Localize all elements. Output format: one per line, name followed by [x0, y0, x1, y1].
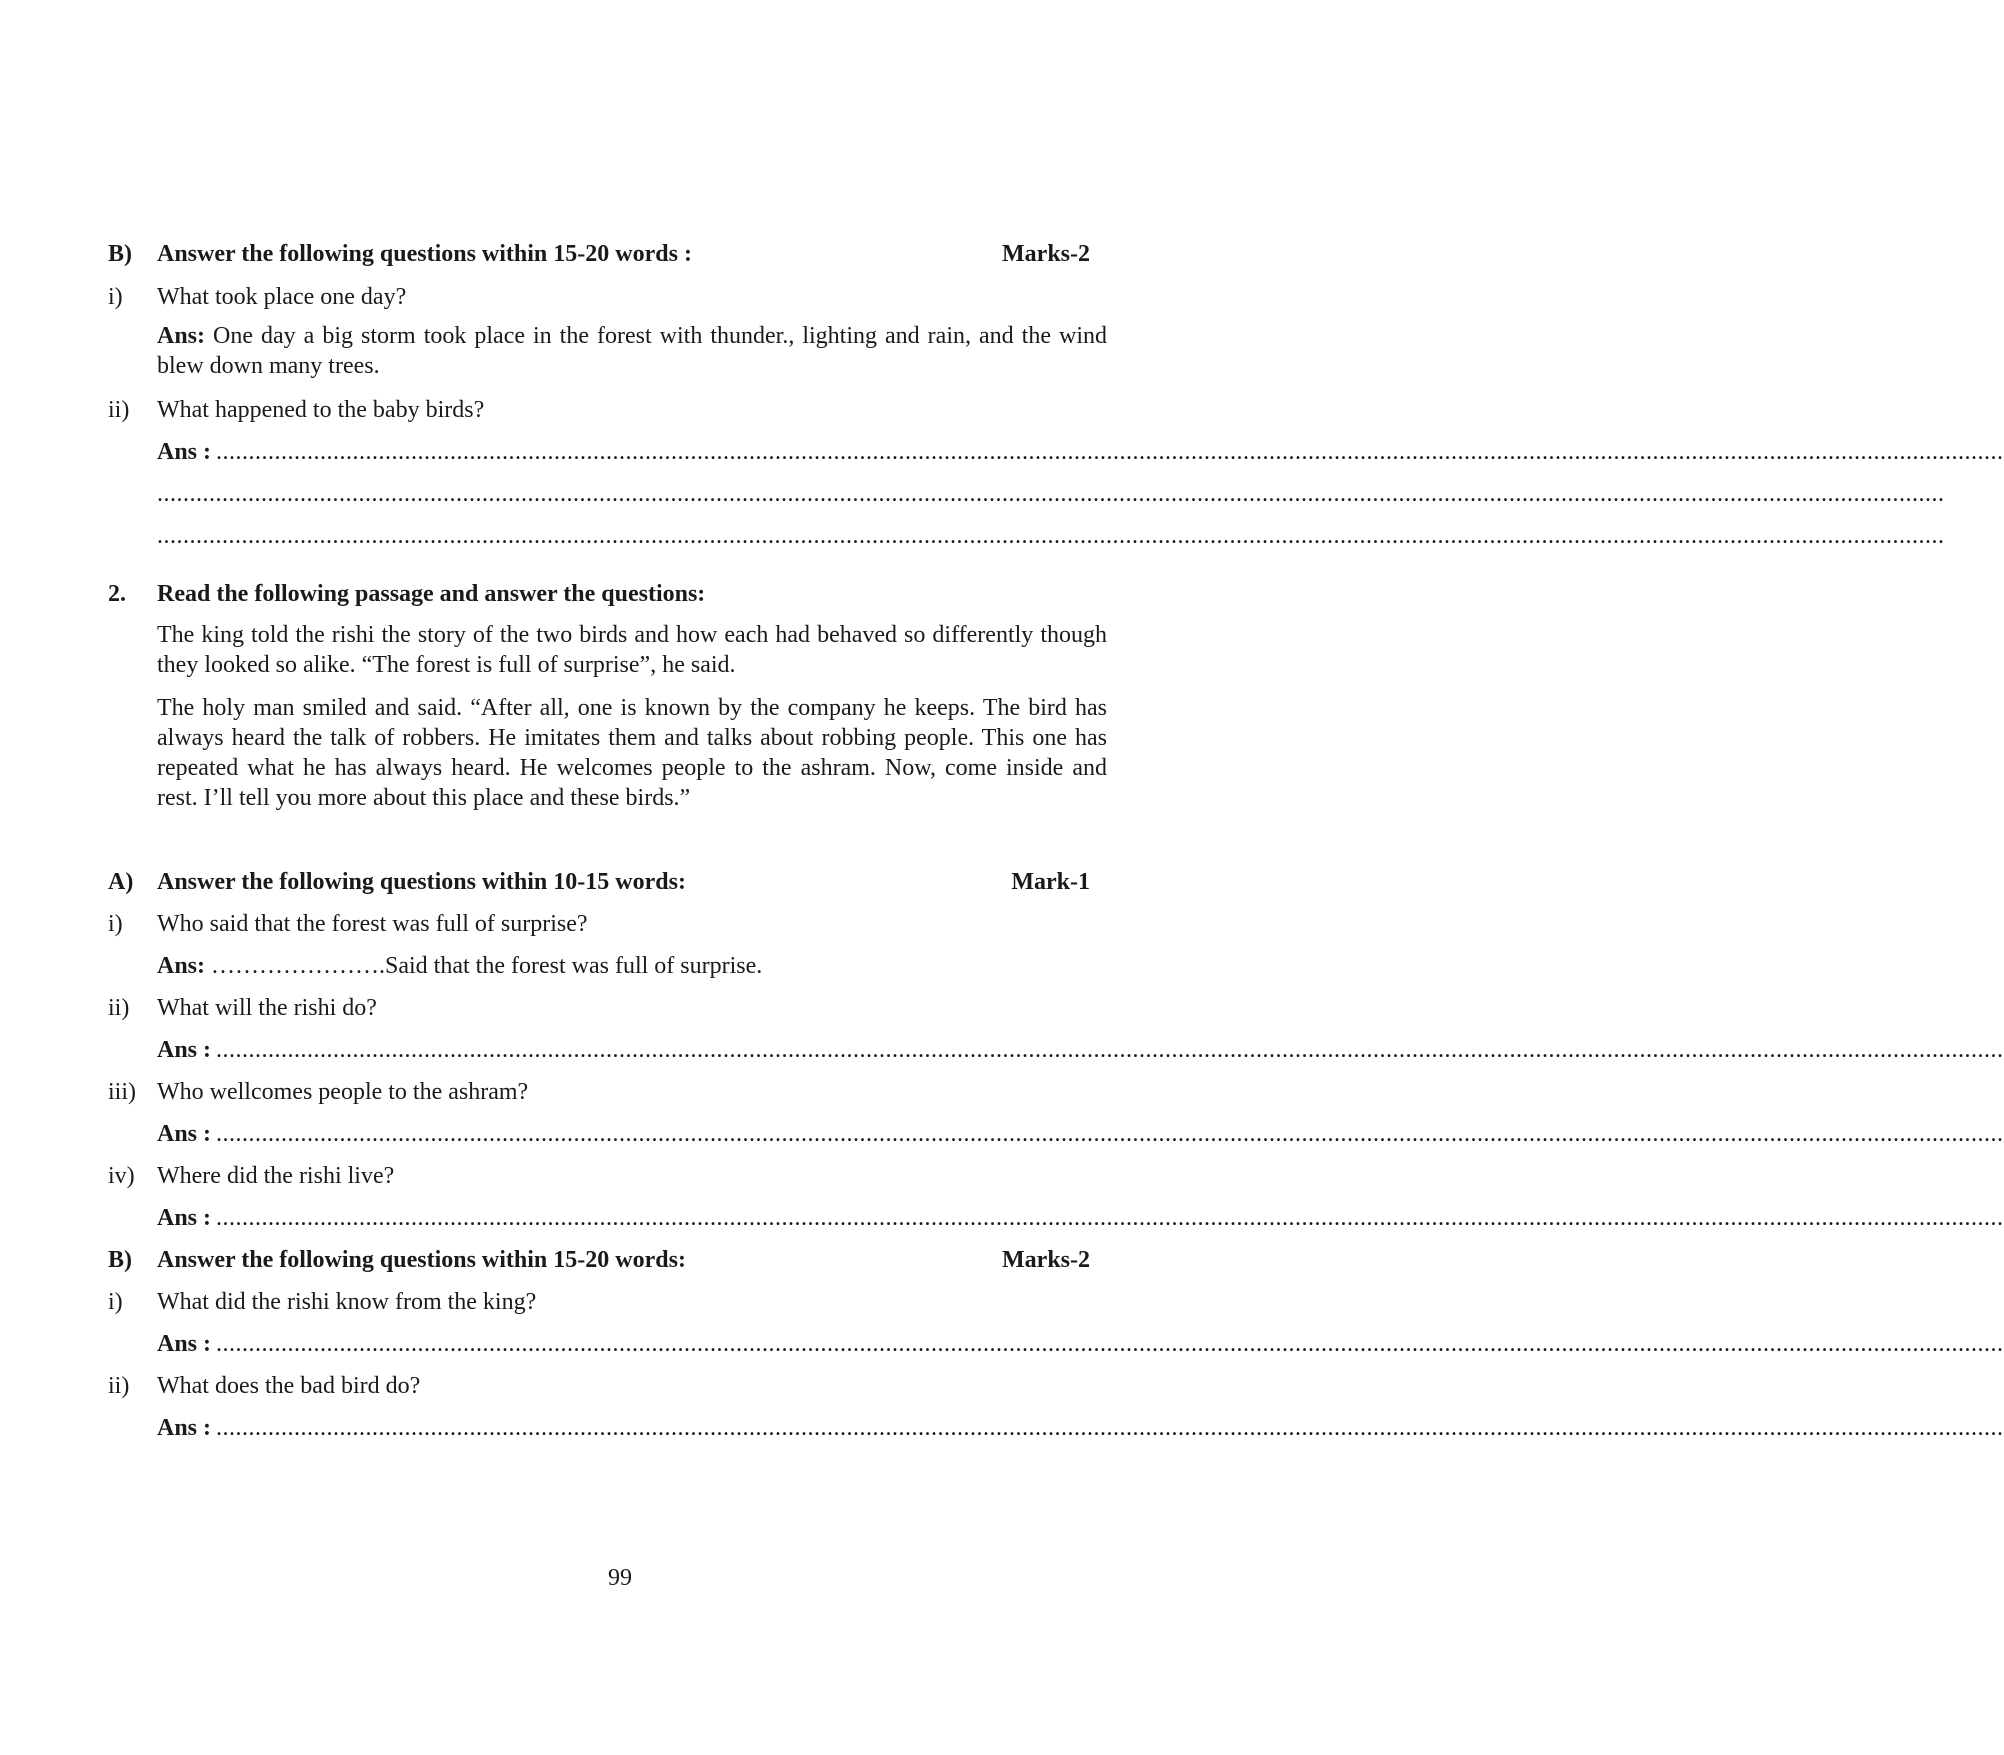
answer-label: Ans : [157, 1037, 212, 1063]
answer-blank[interactable]: ................................................................................................................................................................................................................................................................................... [216, 1121, 2004, 1147]
marks-label: Mark-1 [1011, 869, 1090, 895]
section-heading: Answer the following questions within 15-20 words : [157, 241, 692, 267]
question-text: Who wellcomes people to the ashram? [157, 1079, 529, 1105]
marks-label: Marks-2 [1002, 1247, 1090, 1273]
answer-blank[interactable]: ................................................................................................................................................................................................................................................................................... [216, 439, 2004, 465]
answer-label: Ans : [157, 439, 212, 465]
question-text: What did the rishi know from the king? [157, 1289, 537, 1315]
question-number: ii) [108, 1373, 130, 1399]
question-text: What took place one day? [157, 284, 407, 310]
answer-blank[interactable]: ................................................................................................................................................................................................................................................................................... [216, 1331, 2004, 1357]
marks-label: Marks-2 [1002, 241, 1090, 267]
section-label: A) [108, 869, 134, 895]
passage-paragraph: The king told the rishi the story of the two birds and how each had behaved so differently though they looked so alike. “The forest is full of surprise”, he said. [157, 622, 1107, 678]
question-number: 2. [108, 581, 126, 607]
answer-label: Ans : [157, 1205, 212, 1231]
question-text: Who said that the forest was full of surprise? [157, 911, 588, 937]
question-number: ii) [108, 995, 130, 1021]
passage-paragraph: The holy man smiled and said. “After all, one is known by the company he keeps. The bird has always heard the talk of robbers. He imitates them and talks about robbing people. This one has repeated what he has always heard. He welcomes people to the ashram. Now, come inside and rest. I’ll tell you more about this place and these birds.” [157, 695, 1107, 811]
answer-label: Ans: [157, 323, 206, 349]
answer-blank[interactable]: ................................................................................................................................................................................................................................................................................... [216, 1037, 2004, 1063]
question-number: i) [108, 1289, 123, 1315]
answer-blank[interactable]: ................................................................................................................................................................................................................................................................................... [157, 481, 1945, 507]
section-heading: Answer the following questions within 15-20 words: [157, 1247, 686, 1273]
question-text: Where did the rishi live? [157, 1163, 395, 1189]
answer-label: Ans : [157, 1415, 212, 1441]
answer-text [157, 321, 1107, 381]
question-number: ii) [108, 397, 130, 423]
question-number: i) [108, 911, 123, 937]
answer-blank[interactable]: ................................................................................................................................................................................................................................................................................... [157, 523, 1945, 549]
question-text: What happened to the baby birds? [157, 397, 485, 423]
answer-body: One day a big storm took place in the forest with thunder., lighting and rain, and the wind blew down many trees. [157, 323, 1107, 379]
answer-label: Ans: [157, 953, 206, 979]
question-number: iv) [108, 1163, 135, 1189]
question-number: i) [108, 284, 123, 310]
answer-blank[interactable]: ................................................................................................................................................................................................................................................................................... [216, 1205, 2004, 1231]
question-text: What does the bad bird do? [157, 1373, 421, 1399]
question-number: iii) [108, 1079, 136, 1105]
page-number: 99 [608, 1565, 632, 1591]
section-label: B) [108, 241, 132, 267]
section-heading: Answer the following questions within 10-15 words: [157, 869, 686, 895]
answer-body: ………………….Said that the forest was full of surprise. [205, 953, 763, 979]
answer-blank[interactable]: ................................................................................................................................................................................................................................................................................... [216, 1415, 2004, 1441]
answer-label: Ans : [157, 1121, 212, 1147]
answer-text [157, 951, 762, 981]
question-text: What will the rishi do? [157, 995, 377, 1021]
passage-heading: Read the following passage and answer the questions: [157, 581, 706, 607]
answer-label: Ans : [157, 1331, 212, 1357]
section-label: B) [108, 1247, 132, 1273]
